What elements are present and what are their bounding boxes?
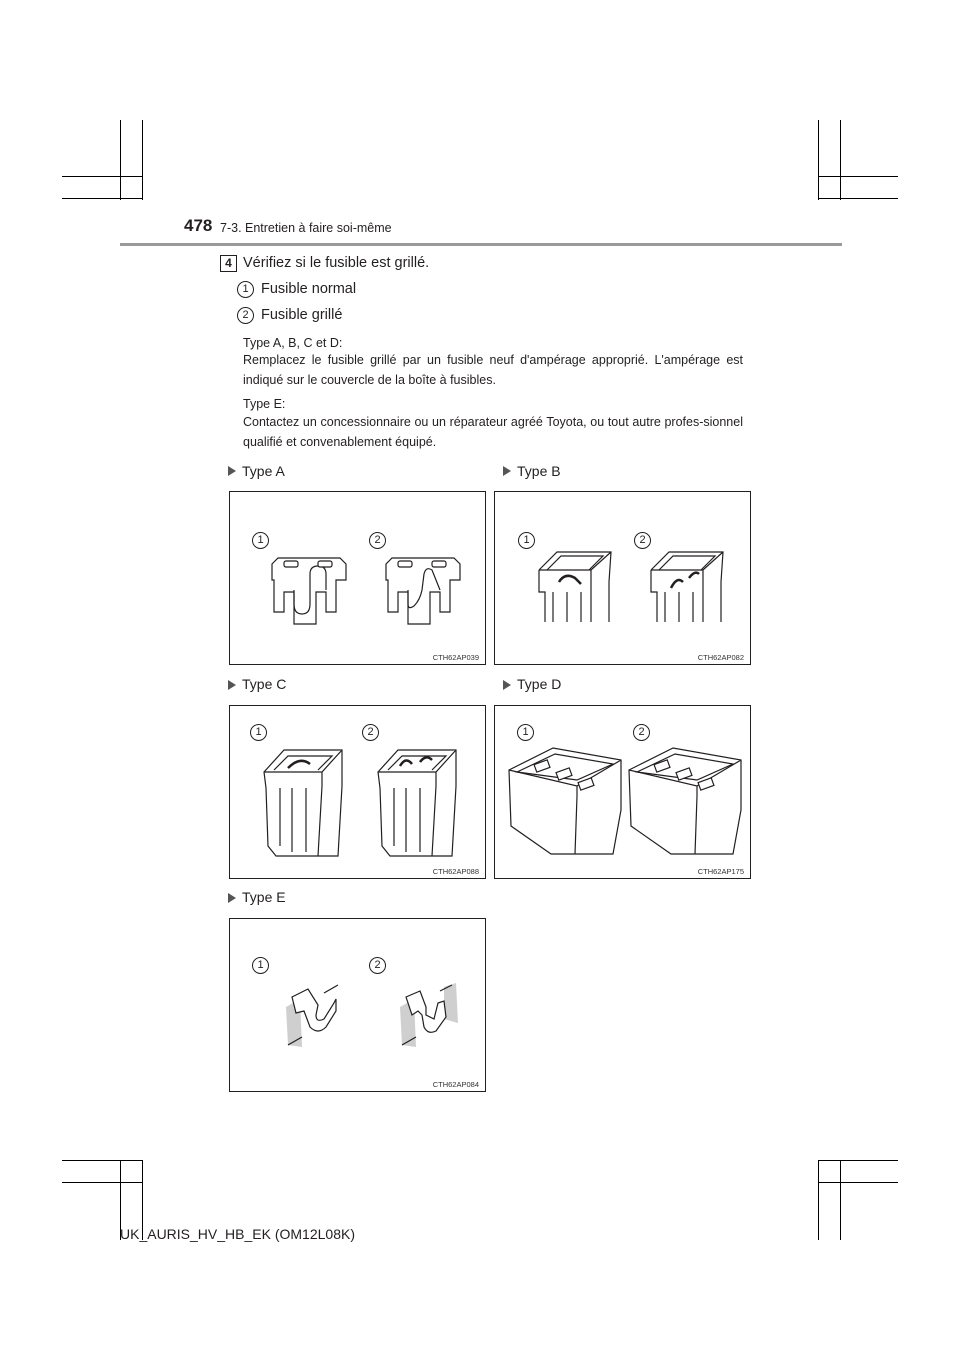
figure-type-d <box>494 705 751 879</box>
bullet-arrow-icon <box>503 680 511 690</box>
fuse-type-a-illustration <box>230 492 485 664</box>
section-title: 7-3. Entretien à faire soi-même <box>220 221 392 235</box>
step-text: Vérifiez si le fusible est grillé. <box>243 255 430 271</box>
crop-mark <box>120 120 121 200</box>
crop-mark <box>818 120 819 200</box>
crop-mark <box>840 120 841 200</box>
figure-callout-1: 1 <box>252 957 269 974</box>
figure-code: CTH62AP175 <box>697 867 744 876</box>
bullet-arrow-icon <box>228 893 236 903</box>
note-e-text: Contactez un concessionnaire ou un réparateur agréé Toyota, ou tout autre profes-sionnel qualifié et convenablement équipé. <box>243 415 743 449</box>
figure-label-type-e: Type E <box>242 889 286 905</box>
figure-label-type-b: Type B <box>517 463 561 479</box>
figure-callout-2: 2 <box>369 532 386 549</box>
figure-type-a <box>229 491 486 665</box>
bullet-arrow-icon <box>228 680 236 690</box>
figure-code: CTH62AP082 <box>697 653 744 662</box>
item-label-normal: Fusible normal <box>261 281 357 297</box>
crop-mark <box>818 1160 898 1161</box>
crop-mark <box>62 1160 142 1161</box>
crop-mark <box>818 1160 819 1240</box>
figure-callout-1: 1 <box>250 724 267 741</box>
step-number-badge: 4 <box>220 255 237 272</box>
document-id: UK_AURIS_HV_HB_EK (OM12L08K) <box>120 1226 355 1242</box>
crop-mark <box>62 1182 142 1183</box>
figure-callout-1: 1 <box>517 724 534 741</box>
item-number-badge: 2 <box>237 307 254 324</box>
figure-label-type-d: Type D <box>517 676 562 692</box>
crop-mark <box>818 176 898 177</box>
figure-callout-1: 1 <box>518 532 535 549</box>
crop-mark <box>818 1182 898 1183</box>
figure-callout-2: 2 <box>634 532 651 549</box>
crop-mark <box>818 198 898 199</box>
fuse-type-c-illustration <box>230 706 485 878</box>
figure-code: CTH62AP084 <box>432 1080 479 1089</box>
crop-mark <box>62 198 142 199</box>
page-number: 478 <box>184 216 213 235</box>
figure-code: CTH62AP088 <box>432 867 479 876</box>
figure-type-c <box>229 705 486 879</box>
item-label-blown: Fusible grillé <box>261 307 343 323</box>
item-number-badge: 1 <box>237 281 254 298</box>
fuse-type-b-illustration <box>495 492 750 664</box>
figure-code: CTH62AP039 <box>432 653 479 662</box>
note-e-title: Type E: <box>243 397 286 411</box>
figure-callout-1: 1 <box>252 532 269 549</box>
crop-mark <box>62 176 142 177</box>
bullet-arrow-icon <box>228 466 236 476</box>
crop-mark <box>142 120 143 200</box>
bullet-arrow-icon <box>503 466 511 476</box>
note-abcd-text: Remplacez le fusible grillé par un fusible neuf d'ampérage approprié. L'ampérage est indiqué sur le couvercle de la boîte à fusibles. <box>243 353 743 387</box>
figure-type-b <box>494 491 751 665</box>
figure-callout-2: 2 <box>362 724 379 741</box>
note-abcd-title: Type A, B, C et D: <box>243 336 343 350</box>
fuse-type-e-illustration <box>230 919 485 1091</box>
figure-label-type-c: Type C <box>242 676 287 692</box>
figure-type-e <box>229 918 486 1092</box>
header-divider <box>120 243 842 246</box>
figure-callout-2: 2 <box>633 724 650 741</box>
crop-mark <box>840 1160 841 1240</box>
figure-label-type-a: Type A <box>242 463 285 479</box>
figure-callout-2: 2 <box>369 957 386 974</box>
